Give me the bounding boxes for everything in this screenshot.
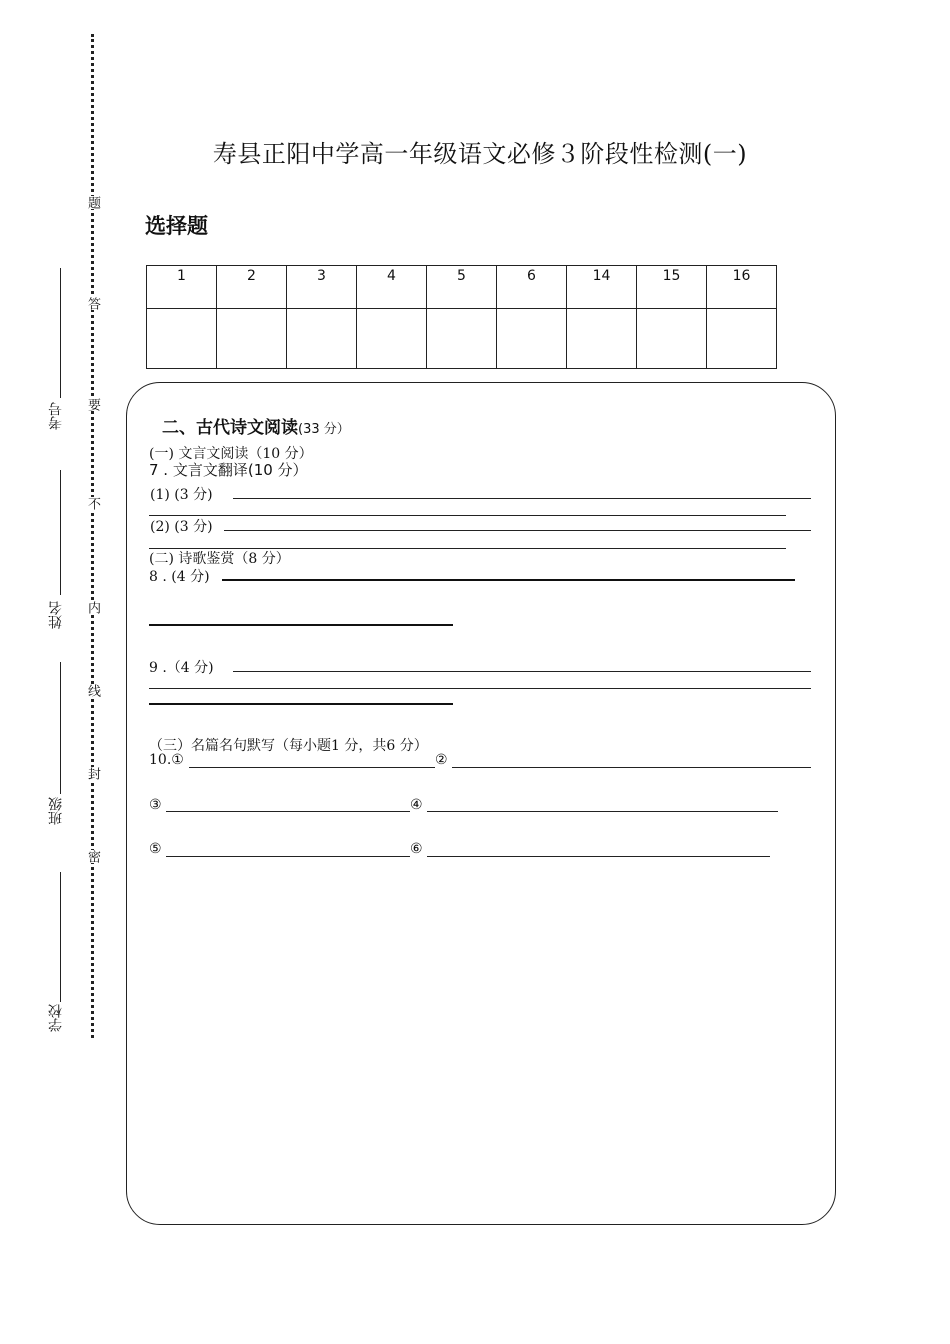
col-header: 15 xyxy=(637,266,707,309)
col-header: 1 xyxy=(147,266,217,309)
marker-2: ② xyxy=(435,752,448,768)
col-header: 4 xyxy=(357,266,427,309)
answer-cell[interactable] xyxy=(147,309,217,369)
answer-line[interactable] xyxy=(427,811,778,812)
section-heading-poetry: 二、古代诗文阅读(33 分） xyxy=(162,418,350,438)
answer-cell[interactable] xyxy=(707,309,777,369)
col-header: 6 xyxy=(497,266,567,309)
q7-label: 7 . 文言文翻译(10 分） xyxy=(149,461,308,479)
answer-cell[interactable] xyxy=(217,309,287,369)
answer-cell[interactable] xyxy=(637,309,707,369)
seal-char: 线 xyxy=(85,684,100,697)
answer-line[interactable] xyxy=(233,671,811,672)
col-header: 14 xyxy=(567,266,637,309)
field-label-class: 班级 xyxy=(48,797,64,825)
answer-line[interactable] xyxy=(189,767,435,768)
part1-label: (一) 文言文阅读（10 分） xyxy=(149,446,313,462)
field-line-school[interactable] xyxy=(60,872,61,1002)
q8-label: 8 . (4 分) xyxy=(149,569,210,585)
answer-cell[interactable] xyxy=(427,309,497,369)
marker-5: ⑤ xyxy=(149,841,162,857)
answer-line[interactable] xyxy=(222,579,795,581)
part3-label: （三）名篇名句默写（每小题1 分，共6 分） xyxy=(149,738,428,754)
page-title: 寿县正阳中学高一年级语文必修３阶段性检测(一) xyxy=(212,140,748,168)
part2-label: (二) 诗歌鉴赏（8 分） xyxy=(149,551,290,567)
col-header: 16 xyxy=(707,266,777,309)
answer-line[interactable] xyxy=(452,767,811,768)
answer-line[interactable] xyxy=(224,530,811,531)
answer-line[interactable] xyxy=(166,856,410,857)
answer-cell[interactable] xyxy=(357,309,427,369)
answer-cell[interactable] xyxy=(567,309,637,369)
answer-cell[interactable] xyxy=(287,309,357,369)
col-header: 2 xyxy=(217,266,287,309)
field-label-exam-number: 考号 xyxy=(48,402,64,430)
answer-line[interactable] xyxy=(233,498,811,499)
seal-char: 内 xyxy=(85,601,100,614)
answer-grid xyxy=(146,265,777,369)
answer-line[interactable] xyxy=(427,856,770,857)
q7-2-label: (2) (3 分) xyxy=(150,519,213,535)
field-line-class[interactable] xyxy=(60,662,61,794)
field-line-exam-number[interactable] xyxy=(60,268,61,398)
field-line-name[interactable] xyxy=(60,470,61,595)
field-label-school: 学校 xyxy=(48,1004,64,1032)
marker-4: ④ xyxy=(410,797,423,813)
answer-line[interactable] xyxy=(149,624,453,626)
answer-line[interactable] xyxy=(149,515,786,516)
marker-6: ⑥ xyxy=(410,841,423,857)
seal-char: 封 xyxy=(85,767,100,780)
q7-1-label: (1) (3 分) xyxy=(150,487,213,503)
seal-char: 密 xyxy=(85,850,100,863)
seal-char: 题 xyxy=(85,196,100,209)
answer-line[interactable] xyxy=(166,811,410,812)
answer-line[interactable] xyxy=(149,703,453,705)
seal-char: 答 xyxy=(85,297,100,310)
seal-dotted-line xyxy=(91,34,94,1038)
answer-line[interactable] xyxy=(149,688,811,689)
answer-cell[interactable] xyxy=(497,309,567,369)
marker-3: ③ xyxy=(149,797,162,813)
answer-box xyxy=(126,382,836,1225)
col-header: 3 xyxy=(287,266,357,309)
col-header: 5 xyxy=(427,266,497,309)
q9-label: 9 .（4 分) xyxy=(149,660,214,676)
section-heading-choice: 选择题 xyxy=(145,214,208,238)
seal-char: 要 xyxy=(85,398,100,411)
q10-label: 10.① xyxy=(149,752,184,768)
seal-char: 不 xyxy=(85,497,100,510)
field-label-name: 姓名 xyxy=(48,601,64,629)
